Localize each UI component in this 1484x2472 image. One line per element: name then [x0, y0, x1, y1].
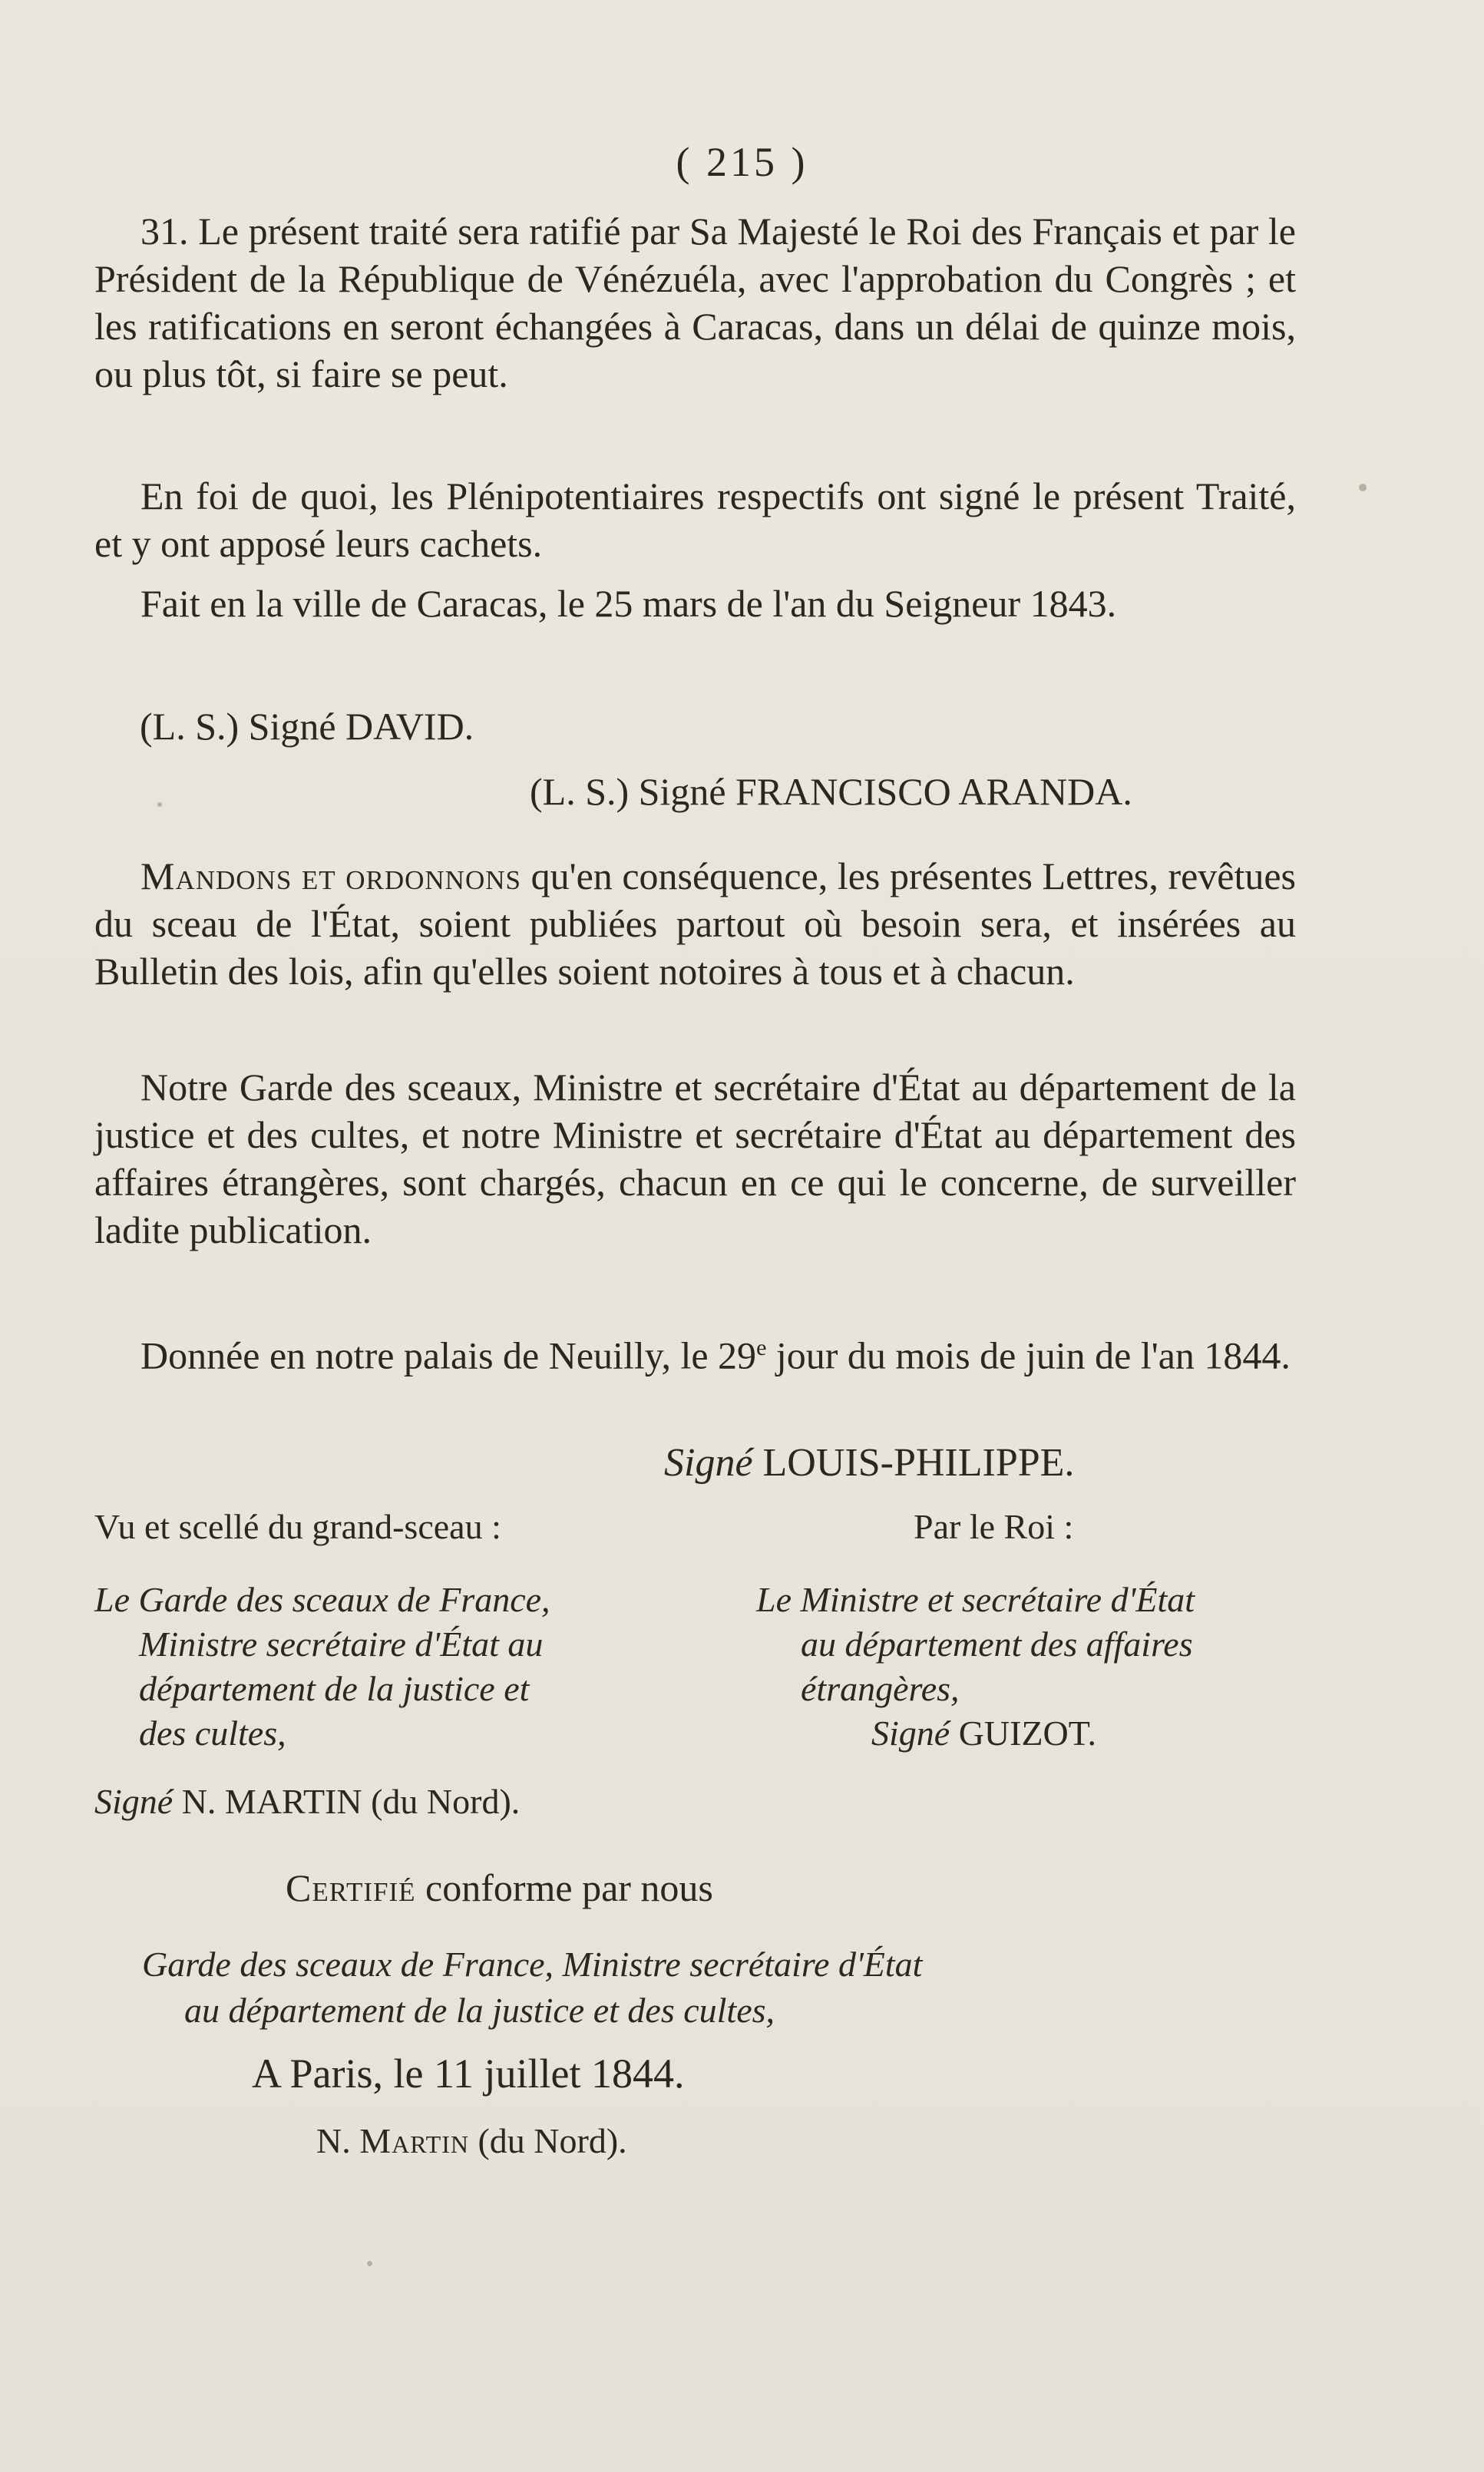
martin-final-initial: N. — [316, 2121, 351, 2160]
signature-king — [664, 1439, 1074, 1487]
right-title-line-2: au département des affaires — [801, 1624, 1193, 1664]
martin-name: N. MARTIN (du Nord). — [181, 1782, 521, 1821]
paper-speck — [1359, 484, 1367, 491]
a-paris-line: A Paris, le 11 juillet 1844. — [252, 2051, 685, 2097]
fait-paragraph — [94, 580, 1296, 627]
donnee-paragraph — [94, 1324, 1296, 1380]
donnee-text-end: jour du mois de juin de l'an 1844. — [766, 1333, 1291, 1377]
en-foi-paragraph — [94, 472, 1296, 567]
en-foi-text: En foi de quoi, les Plénipotentiaires respectifs ont signé le présent Traité, et y ont apposé leurs cachets. — [94, 474, 1296, 565]
right-title-line-1: Le Ministre et secrétaire d'État — [756, 1580, 1195, 1619]
left-title-line-4: des cultes, — [139, 1714, 286, 1753]
certifie-text: conforme par nous — [425, 1866, 713, 1909]
garde-title-line-1: Garde des sceaux de France, Ministre secrétaire d'État — [142, 1945, 923, 1984]
mandons-text: qu'en conséquence, les présentes Lettres, revêtues du sceau de l'État, soient publiées partout où besoin sera, et insérées au Bulletin des lois, afin qu'elles soient notoires à tous et à chacun. — [94, 854, 1297, 993]
certifie-line — [286, 1864, 713, 1912]
ordonnons-lead: ordonnons — [345, 854, 521, 897]
martin-final-rest: (du Nord). — [478, 2121, 627, 2160]
mandons-lead: Mandons — [140, 854, 293, 897]
vu-scelle: Vu et scellé du grand-sceau : — [94, 1507, 501, 1546]
right-title-line-3: étrangères, — [801, 1669, 960, 1708]
fait-text: Fait en la ville de Caracas, le 25 mars de l'an du Seigneur 1843. — [140, 582, 1117, 625]
article-31-text: 31. Le présent traité sera ratifié par Sa Majesté le Roi des Français et par le Président de la République de Vénézuéla, avec l'approbation du Congrès ; et les ratifications en seront échangées à Caracas, dans un délai de quinze mois, ou plus tôt, si faire se peut. — [94, 210, 1296, 395]
martin-signe-label: Signé — [94, 1782, 174, 1821]
martin-signature — [94, 1780, 520, 1824]
page-number: ( 215 ) — [676, 139, 808, 185]
mandons-paragraph — [94, 852, 1296, 995]
left-title-line-1: Le Garde des sceaux de France, — [94, 1580, 550, 1619]
notre-garde-text: Notre Garde des sceaux, Ministre et secrétaire d'État au département de la justice et des cultes, et notre Ministre et secrétaire d'État au département des affaires étrangères, sont chargés, chacun en ce qui le concerne, de surveiller ladite publication. — [94, 1066, 1296, 1251]
certifie-lead: Certifié — [286, 1866, 416, 1909]
guizot-signe-label: Signé — [871, 1714, 950, 1753]
mandons-conj: et — [301, 854, 336, 897]
king-name: LOUIS-PHILIPPE. — [762, 1441, 1075, 1485]
article-31-paragraph — [94, 207, 1296, 398]
martin-final-signature — [316, 2119, 627, 2163]
martin-final-name: Martin — [359, 2121, 469, 2160]
paper-speck — [367, 2261, 372, 2266]
notre-garde-paragraph — [94, 1063, 1296, 1254]
signature-aranda: (L. S.) Signé FRANCISCO ARANDA. — [530, 770, 1132, 813]
garde-title-line-2: au département de la justice et des cultes, — [184, 1991, 775, 2030]
right-minister-title — [756, 1578, 1294, 1756]
signe-label: Signé — [664, 1441, 753, 1485]
guizot-signature — [756, 1711, 1294, 1756]
signature-david: (L. S.) Signé DAVID. — [140, 705, 474, 748]
donnee-text: Donnée en notre palais de Neuilly, le 29 — [140, 1333, 757, 1377]
left-title-line-3: département de la justice et — [139, 1669, 530, 1708]
left-minister-title — [94, 1578, 663, 1756]
donnee-superscript: e — [756, 1335, 767, 1360]
par-le-roi: Par le Roi : — [914, 1507, 1074, 1546]
paper-speck — [157, 802, 162, 807]
guizot-name: GUIZOT. — [958, 1714, 1096, 1753]
left-title-line-2: Ministre secrétaire d'État au — [139, 1624, 544, 1664]
